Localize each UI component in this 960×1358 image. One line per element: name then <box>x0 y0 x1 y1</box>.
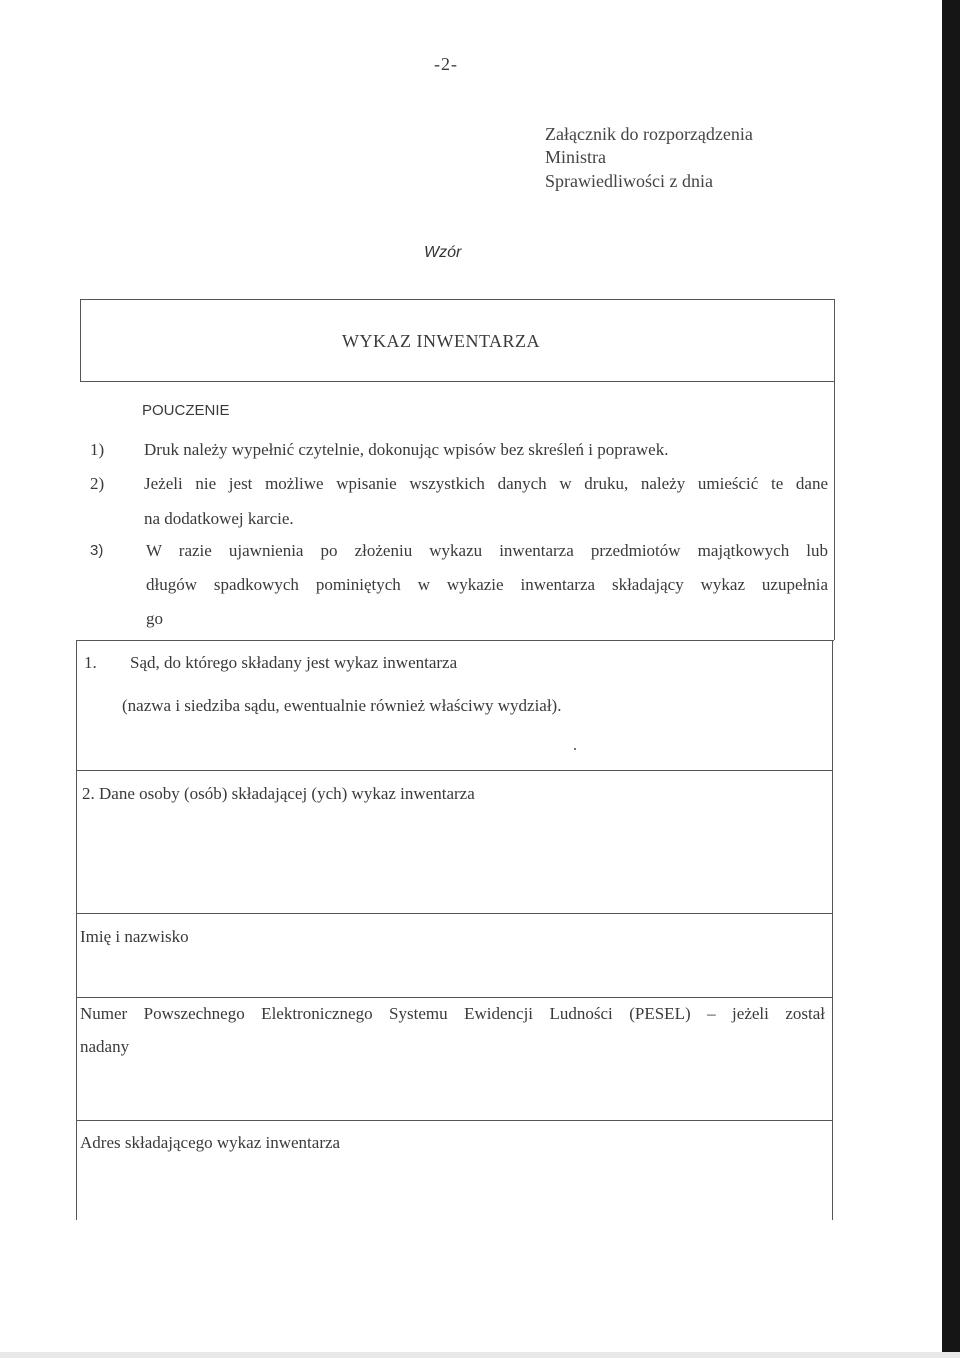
rule-left-title <box>80 299 81 382</box>
instruction-3-number: 3) <box>90 542 104 559</box>
section-1-number: 1. <box>84 653 97 672</box>
section-1-hint: (nazwa i siedziba sądu, ewentualnie również właściwy wydział). <box>122 696 562 715</box>
template-label: Wzór <box>424 244 462 261</box>
name-field-label: Imię i nazwisko <box>80 927 189 946</box>
section-1-title: Sąd, do którego składany jest wykaz inwentarza <box>130 653 458 672</box>
pesel-field-label-line-1: Numer Powszechnego Elektronicznego Systemu Ewidencji Ludności (PESEL) – jeżeli został <box>80 1004 825 1023</box>
rule-left-lower <box>76 640 77 1220</box>
rule-section-2 <box>76 770 833 771</box>
rule-name <box>76 913 833 914</box>
annex-line-3: Sprawiedliwości z dnia <box>545 171 713 191</box>
scan-edge-right <box>942 0 960 1358</box>
instruction-2-line-2: na dodatkowej karcie. <box>144 509 294 528</box>
rule-pesel <box>76 997 833 998</box>
form-title: WYKAZ INWENTARZA <box>342 331 541 351</box>
rule-under-title <box>80 381 834 382</box>
rule-right-upper <box>834 299 835 640</box>
annex-line-2: Ministra <box>545 147 606 167</box>
rule-under-instructions <box>76 640 834 641</box>
section-2-title: 2. Dane osoby (osób) składającej (ych) wykaz inwentarza <box>82 784 475 803</box>
instruction-1-text: Druk należy wypełnić czytelnie, dokonując wpisów bez skreśleń i poprawek. <box>144 440 669 459</box>
instruction-3-line-1: W razie ujawnienia po złożeniu wykazu inwentarza przedmiotów majątkowych lub <box>146 541 828 560</box>
scan-speck <box>574 748 576 750</box>
pesel-field-label-line-2: nadany <box>80 1037 130 1056</box>
page-number: -2- <box>434 54 458 74</box>
address-field-label: Adres składającego wykaz inwentarza <box>80 1133 341 1152</box>
rule-top <box>80 299 834 300</box>
instruction-1-number: 1) <box>90 440 105 459</box>
instruction-2-line-1: Jeżeli nie jest możliwe wpisanie wszystkich danych w druku, należy umieścić te dane <box>144 474 828 493</box>
annex-line-1: Załącznik do rozporządzenia <box>545 124 753 144</box>
instruction-3-line-3: go <box>146 609 163 628</box>
instruction-3-line-2: długów spadkowych pominiętych w wykazie inwentarza składający wykaz uzupełnia <box>146 575 828 594</box>
instructions-heading: POUCZENIE <box>142 402 230 419</box>
rule-address <box>76 1120 833 1121</box>
scan-edge-bottom <box>0 1352 960 1358</box>
rule-right-lower <box>832 640 833 1220</box>
instruction-2-number: 2) <box>90 474 105 493</box>
